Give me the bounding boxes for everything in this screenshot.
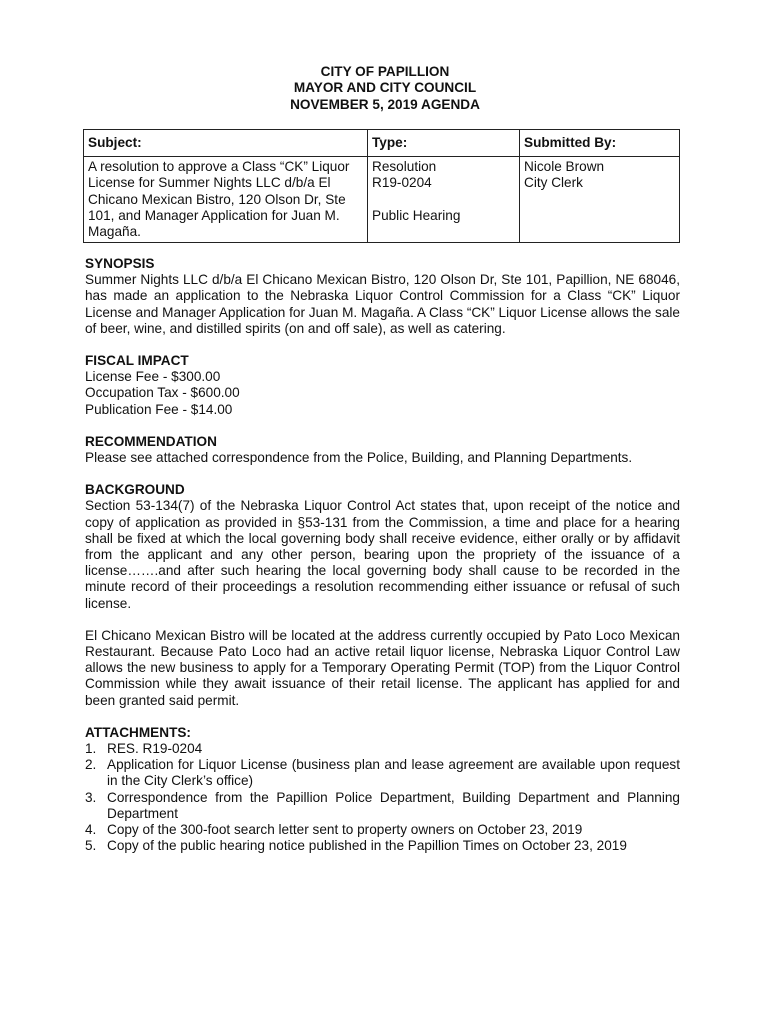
agenda-item-table bbox=[83, 129, 680, 243]
list-item-text: Copy of the 300-foot search letter sent to property owners on October 23, 2019 bbox=[107, 822, 583, 838]
list-item-text: Correspondence from the Papillion Police Department, Building Department and Planning Department bbox=[107, 789, 680, 821]
attachments-heading: ATTACHMENTS: bbox=[85, 724, 191, 740]
list-item-number: 5. bbox=[85, 838, 97, 854]
subject-cell: A resolution to approve a Class “CK” Liquor License for Summer Nights LLC d/b/a El Chicano Mexican Bistro, 120 Olson Dr, Ste 101, and Manager Application for Juan M. Magaña. bbox=[84, 157, 368, 243]
publication-fee: Publication Fee - $14.00 bbox=[85, 401, 233, 417]
background-paragraph-2: El Chicano Mexican Bistro will be located at the address currently occupied by Pato Loco Mexican Restaurant. Because Pato Loco had an active retail liquor license, Nebraska Liquor Control Law allows the new business to apply for a Temporary Operating Permit (TOP) from the Liquor Control Commission while they await issuance of their retail license. The applicant has applied for and been granted said permit. bbox=[85, 627, 680, 708]
list-item-text: Copy of the public hearing notice published in the Papillion Times on October 23, 2019 bbox=[107, 838, 627, 854]
recommendation-section bbox=[85, 434, 680, 466]
agenda-date: NOVEMBER 5, 2019 AGENDA bbox=[290, 96, 480, 112]
submitted-by-header: Submitted By: bbox=[520, 130, 680, 157]
list-item-number: 4. bbox=[85, 822, 97, 838]
type-cell bbox=[368, 157, 520, 243]
background-paragraph-2-block bbox=[85, 628, 680, 709]
table-row bbox=[84, 157, 680, 243]
attachments-list bbox=[85, 741, 680, 854]
fiscal-impact-section bbox=[85, 353, 680, 418]
attachments-section bbox=[85, 725, 680, 855]
type-resolution: Resolution bbox=[372, 159, 437, 175]
agenda-body bbox=[85, 256, 680, 871]
list-item bbox=[85, 757, 680, 789]
list-item bbox=[85, 838, 680, 854]
type-public-hearing: Public Hearing bbox=[372, 207, 461, 223]
list-item bbox=[85, 741, 680, 757]
list-item-number: 3. bbox=[85, 789, 97, 805]
submitter-title: City Clerk bbox=[524, 175, 583, 191]
list-item bbox=[85, 822, 680, 838]
background-heading: BACKGROUND bbox=[85, 482, 185, 498]
council-name: MAYOR AND CITY COUNCIL bbox=[293, 80, 477, 96]
background-section bbox=[85, 482, 680, 612]
synopsis-text: Summer Nights LLC d/b/a El Chicano Mexican Bistro, 120 Olson Dr, Ste 101, Papillion, NE 68046, has made an application to the Nebraska Liquor Control Commission for a Class “CK” Liquor License and Manager Application for Juan M. Magaña. A Class “CK” Liquor License allows the sale of beer, wine, and distilled spirits (on and off sale), as well as catering. bbox=[85, 272, 680, 336]
list-item-text: RES. R19-0204 bbox=[107, 741, 203, 757]
submitted-by-cell bbox=[520, 157, 680, 243]
subject-header: Subject: bbox=[84, 130, 368, 157]
list-item bbox=[85, 790, 680, 822]
list-item-number: 2. bbox=[85, 757, 97, 773]
background-paragraph-1: Section 53-134(7) of the Nebraska Liquor Control Act states that, upon receipt of the notice and copy of application as provided in §53-131 from the Commission, a time and place for a hearing shall be fixed at which the local governing body shall receive evidence, either orally or by affidavit from the applicant and any other person, bearing upon the propriety of the issuance of a license…….and after such hearing the local governing body shall cause to be recorded in the minute record of their proceedings a resolution recommending either issuance or refusal of such license. bbox=[85, 498, 680, 611]
agenda-header bbox=[0, 64, 770, 113]
synopsis-heading: SYNOPSIS bbox=[85, 256, 155, 271]
city-name: CITY OF PAPILLION bbox=[320, 64, 450, 79]
license-fee: License Fee - $300.00 bbox=[85, 369, 221, 385]
submitter-name: Nicole Brown bbox=[524, 159, 605, 175]
recommendation-text: Please see attached correspondence from the Police, Building, and Planning Departments. bbox=[85, 450, 633, 466]
list-item-text: Application for Liquor License (business plan and lease agreement are available upon request in the City Clerk’s office) bbox=[107, 757, 680, 789]
type-header: Type: bbox=[368, 130, 520, 157]
fiscal-impact-heading: FISCAL IMPACT bbox=[85, 353, 189, 369]
synopsis-section bbox=[85, 256, 680, 337]
list-item-number: 1. bbox=[85, 741, 97, 757]
resolution-number: R19-0204 bbox=[372, 175, 432, 191]
occupation-tax: Occupation Tax - $600.00 bbox=[85, 385, 240, 401]
recommendation-heading: RECOMMENDATION bbox=[85, 433, 217, 449]
table-header-row bbox=[84, 130, 680, 157]
type-spacer bbox=[372, 192, 515, 208]
